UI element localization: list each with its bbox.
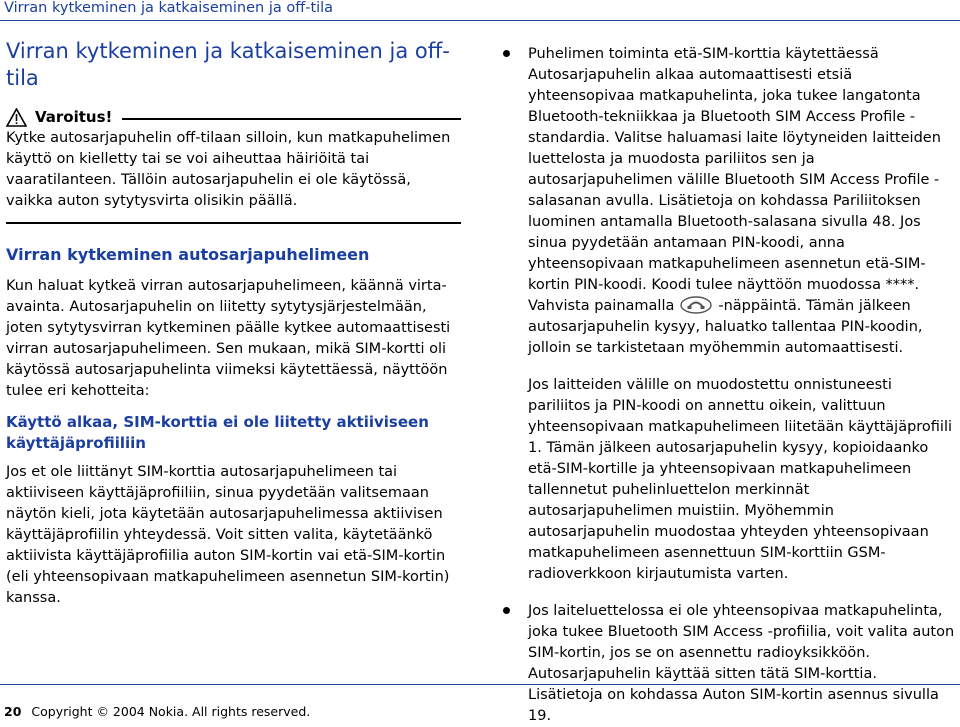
bullet-icon	[503, 50, 510, 57]
bullet-icon	[503, 607, 510, 614]
bullet-text-part: -näppäintä. Tämän jälkeen autosarjapuhelin kysyy, haluatko tallentaa PIN-koodin, jolloin se tarkistetaan myöhemmin automaattisesti.	[528, 298, 923, 356]
section-text: Kun haluat kytkeä virran autosarjapuhelimeen, käännä virta-avainta. Autosarjapuhelin on liitetty sytytysjärjestelmään, joten sytytysvirran kytkeminen päälle kytkee automaattisesti virran autosarjapuhelimeen. Sen mukaan, mikä SIM-kortti oli käytössä autosarjapuhelinta viimeksi käytettäessä, näyttöön tulee eri kehotteita:	[6, 278, 451, 399]
warning-text: Kytke autosarjapuhelin off-tilaan silloin, kun matkapuhelimen käyttö on kielletty tai se voi aiheuttaa häiriöitä tai vaaratilanteen. Tällöin autosarjapuhelin ei ole käytössä, vaikka auton sytytysvirta olisikin päällä.	[6, 130, 451, 209]
bullet-text: Jos laiteluettelossa ei ole yhteensopivaa matkapuhelinta, joka tukee Bluetooth SIM Access -profiilia, voit valita auton SIM-kortin, jos se on asennettu radioyksikköön. Autosarjapuhelin käyttää sitten tätä SIM-korttia. Lisätietoja on kohdassa Auton SIM-kortin asennus sivulla 19.	[528, 603, 955, 724]
spacer	[500, 585, 955, 601]
call-key-icon	[678, 296, 714, 314]
subsection-text: Jos et ole liittänyt SIM-korttia autosarjapuhelimeen tai aktiiviseen käyttäjäprofiiliin, sinua pyydetään valitsemaan näytön kieli, jota käytetään autosarjapuhelimessa aktiivisen käyttäjäprofiilin yhteydessä. Voit sitten valita, käytetäänkö aktiivista käyttäjäprofiilia auton SIM-kortin vai etä-SIM-kortin (eli yhteensopivaan matkapuhelimeen asennetun SIM-kortin) kanssa.	[6, 464, 450, 606]
page-number: 20	[4, 704, 22, 719]
copyright-text: Copyright © 2004 Nokia. All rights reserved.	[31, 704, 311, 719]
footer-rule	[0, 684, 960, 685]
warning-triangle-icon	[6, 108, 27, 127]
bullet-text-continued: Jos laitteiden välille on muodostettu onnistuneesti pariliitos ja PIN-koodi on annettu oikein, valittuun yhteensopivaan matkapuhelimeen liitetään käyttäjäprofiili 1. Tämän jälkeen autosarjapuhelin kysyy, kopioidaanko etä-SIM-kortille ja yhteensopivaan matkapuhelimeen tallennetut puhelinluettelon merkinnät autosarjapuhelimen muistiin. Myöhemmin autosarjapuhelin muodostaa yhteyden yhteensopivaan matkapuhelimeen asennettuun SIM-korttiin GSM-radioverkkoon kirjautumista varten.	[528, 377, 953, 582]
footer	[4, 704, 310, 719]
left-column	[6, 38, 461, 609]
bullet-text-part: Puhelimen toiminta etä-SIM-korttia käytettäessä Autosarjapuhelin alkaa automaattisesti etsiä yhteensopivaa matkapuhelinta, joka tukee langatonta Bluetooth-tekniikkaa ja Bluetooth SIM Access Profile -standardia. Valitse haluamasi laite löytyneiden laitteiden luettelosta ja muodosta pariliitos sen ja autosarjapuhelimen välille Bluetooth SIM Access Profile -salasanan avulla. Lisätietoja on kohdassa Pariliitoksen luominen antamalla Bluetooth-salasana sivulla 48. Jos sinua pyydetään antamaan PIN-koodi, anna yhteensopivaan matkapuhelimeen asennetun etä-SIM-kortin PIN-koodi. Koodi tulee näyttöön muodossa ****. Vahvista painamalla	[528, 46, 941, 314]
warning-label: Varoitus!	[35, 108, 113, 126]
warning-heading	[6, 106, 461, 128]
page-title: Virran kytkeminen ja katkaiseminen ja off-tila	[6, 39, 450, 90]
subsection-title: Käyttö alkaa, SIM-korttia ei ole liitetty aktiiviseen käyttäjäprofiiliin	[6, 413, 429, 452]
warning-rule	[122, 118, 461, 120]
list-item	[500, 601, 955, 727]
bullet-text	[528, 44, 955, 359]
list-item	[500, 44, 955, 585]
spacer	[528, 359, 955, 375]
header-rule	[0, 20, 960, 21]
section-title: Virran kytkeminen autosarjapuhelimeen	[6, 245, 370, 264]
right-column	[500, 44, 955, 727]
warning-end-rule	[6, 222, 461, 224]
page-header-title: Virran kytkeminen ja katkaiseminen ja off-tila	[4, 0, 334, 16]
